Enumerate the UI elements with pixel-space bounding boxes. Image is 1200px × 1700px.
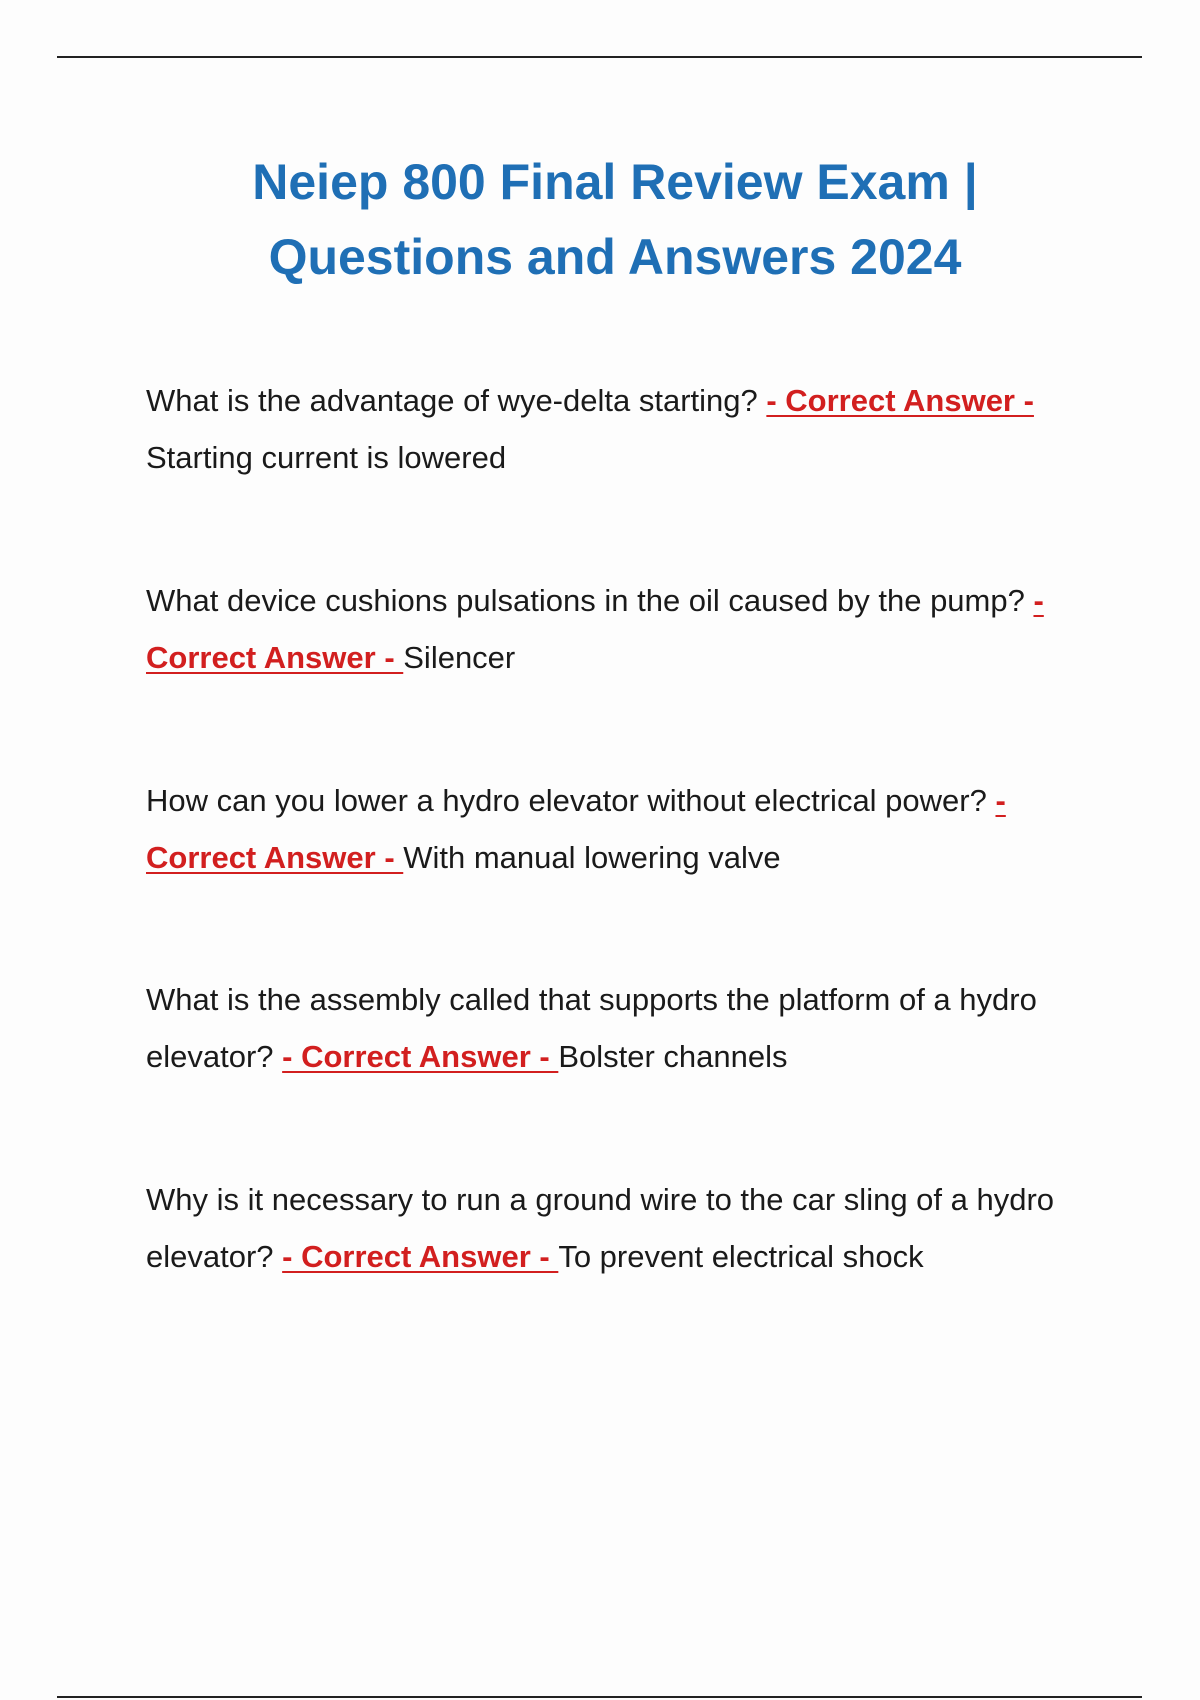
qa-item — [146, 373, 1096, 486]
top-rule — [57, 56, 1142, 58]
correct-answer-marker: - Correct Answer - — [282, 1038, 559, 1074]
question-text: Why is it necessary to run a ground wire to the car sling of a hydro elevator? — [146, 1182, 1055, 1274]
answer-text: Starting current is lowered — [146, 439, 507, 475]
qa-item — [146, 773, 1096, 886]
correct-answer-marker: - Correct Answer - — [146, 783, 1006, 875]
correct-answer-marker: - Correct Answer - — [766, 383, 1034, 418]
document-title — [0, 145, 1200, 295]
title-line-2: Questions and Answers 2024 — [268, 229, 962, 285]
correct-answer-marker: - Correct Answer - — [146, 583, 1044, 675]
qa-item — [146, 1172, 1096, 1285]
answer-text: To prevent electrical shock — [558, 1238, 924, 1274]
correct-answer-marker: - Correct Answer - — [282, 1238, 559, 1274]
question-text: What is the assembly called that supports the platform of a hydro elevator? — [146, 982, 1037, 1074]
question-text: What device cushions pulsations in the oil caused by the pump? — [146, 583, 1034, 618]
bottom-rule — [57, 1696, 1142, 1698]
answer-text: Bolster channels — [558, 1038, 788, 1074]
question-text: How can you lower a hydro elevator without electrical power? — [146, 783, 996, 818]
title-line-1: Neiep 800 Final Review Exam | — [252, 154, 978, 210]
qa-item — [146, 573, 1096, 686]
question-text: What is the advantage of wye-delta starting? — [146, 383, 767, 418]
qa-item — [146, 972, 1096, 1085]
answer-text: With manual lowering valve — [403, 839, 781, 875]
answer-text: Silencer — [403, 639, 516, 675]
